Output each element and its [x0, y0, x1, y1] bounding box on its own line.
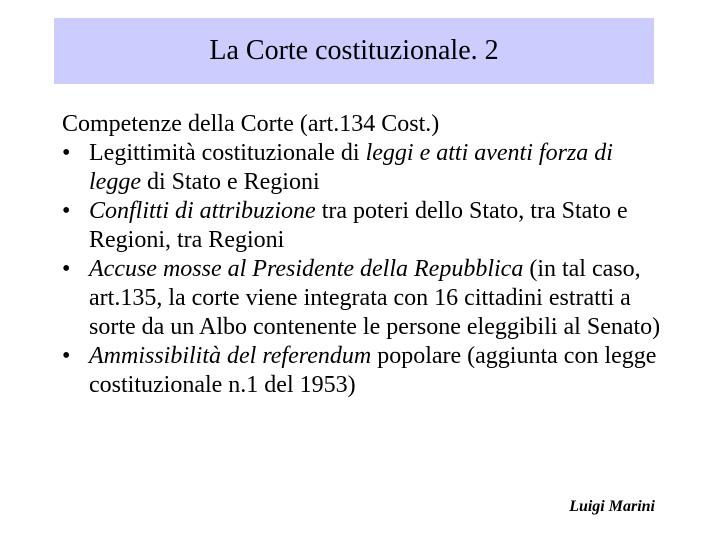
section-heading: Competenze della Corte (art.134 Cost.) — [62, 111, 440, 137]
bullet-text: di Stato e Regioni — [140, 169, 320, 195]
bullet-text: tra poteri dello Stato, tra Stato e Regioni, tra Regioni — [89, 198, 628, 253]
slide-content — [62, 110, 662, 400]
bullet-text: popolare (aggiunta con legge costituzionale n.1 del 1953) — [89, 343, 657, 398]
bullet-item — [62, 342, 662, 400]
author-signature: Luigi Marini — [569, 498, 655, 515]
bullet-marker: • — [62, 198, 71, 224]
bullet-emphasis-text: Ammissibilità del referendum — [89, 343, 372, 369]
slide-title: La Corte costituzionale. 2 — [209, 35, 499, 66]
bullet-emphasis-text: Conflitti di attribuzione — [89, 198, 316, 224]
bullet-marker: • — [62, 343, 71, 369]
bullet-text: (in tal caso, art.135, la corte viene integrata con 16 cittadini estratti a sorte da un Albo contenente le persone eleggibili al Senato) — [89, 256, 661, 340]
bullet-marker: • — [62, 256, 71, 282]
bullet-item — [62, 255, 662, 342]
bullet-text: Legittimità costituzionale di — [89, 140, 366, 166]
bullet-item — [62, 139, 662, 197]
bullet-list — [62, 139, 662, 400]
bullet-marker: • — [62, 140, 71, 166]
bullet-emphasis-text: Accuse mosse al Presidente della Repubblica — [89, 256, 524, 282]
title-banner — [54, 18, 654, 84]
bullet-item — [62, 197, 662, 255]
bullet-emphasis-text: leggi e atti aventi forza di legge — [89, 140, 613, 195]
